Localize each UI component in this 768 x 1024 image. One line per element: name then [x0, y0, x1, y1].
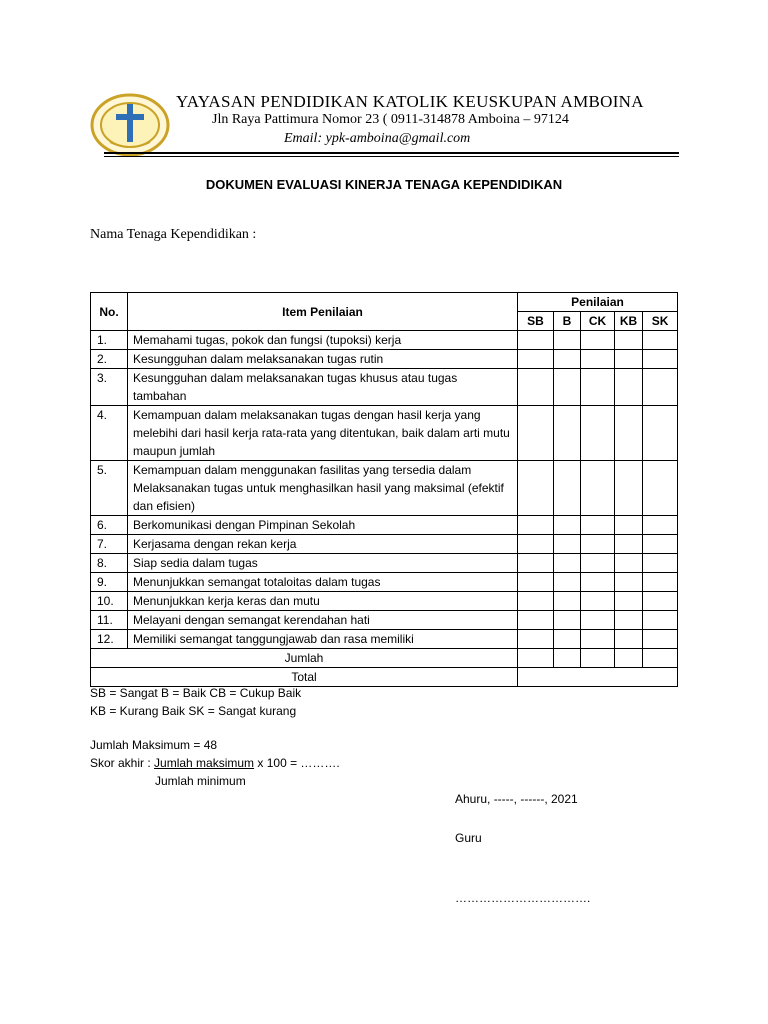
- row-number: 7.: [91, 535, 128, 554]
- score-cell[interactable]: [554, 535, 581, 554]
- score-cell[interactable]: [581, 516, 615, 535]
- row-number: 9.: [91, 573, 128, 592]
- table-row: [91, 461, 678, 516]
- score-cell[interactable]: [554, 350, 581, 369]
- score-cell[interactable]: [615, 516, 643, 535]
- score-cell[interactable]: [554, 406, 581, 461]
- row-item-text: Memiliki semangat tanggungjawab dan rasa memiliki: [128, 630, 518, 649]
- row-item-text: Berkomunikasi dengan Pimpinan Sekolah: [128, 516, 518, 535]
- header-grade-sb: SB: [518, 312, 554, 331]
- score-cell[interactable]: [615, 592, 643, 611]
- staff-name-label: Nama Tenaga Kependidikan :: [90, 227, 257, 242]
- score-cell[interactable]: [554, 611, 581, 630]
- row-item-text: Kemampuan dalam melaksanakan tugas dengan hasil kerja yang melebihi dari hasil kerja rata-rata yang ditentukan, baik dalam arti mutu maupun jumlah: [128, 406, 518, 461]
- score-cell[interactable]: [615, 535, 643, 554]
- row-item-text: Kesungguhan dalam melaksanakan tugas rutin: [128, 350, 518, 369]
- row-item-text: Menunjukkan kerja keras dan mutu: [128, 592, 518, 611]
- score-cell[interactable]: [643, 369, 678, 406]
- table-row: [91, 592, 678, 611]
- jumlah-label: Jumlah: [91, 649, 518, 668]
- score-cell[interactable]: [554, 461, 581, 516]
- score-cell[interactable]: [643, 350, 678, 369]
- organization-logo: [90, 92, 170, 158]
- row-item-text: Menunjukkan semangat totaloitas dalam tugas: [128, 573, 518, 592]
- score-cell[interactable]: [581, 630, 615, 649]
- score-cell[interactable]: [554, 369, 581, 406]
- score-cell[interactable]: [615, 554, 643, 573]
- score-cell[interactable]: [518, 592, 554, 611]
- table-row: [91, 369, 678, 406]
- row-number: 8.: [91, 554, 128, 573]
- score-cell[interactable]: [554, 573, 581, 592]
- score-cell[interactable]: [643, 554, 678, 573]
- row-item-text: Kemampuan dalam menggunakan fasilitas yang tersedia dalam Melaksanakan tugas untuk menghasilkan hasil yang maksimal (efektif dan efisien): [128, 461, 518, 516]
- score-cell[interactable]: [518, 573, 554, 592]
- row-number: 12.: [91, 630, 128, 649]
- place-date: Ahuru, -----, ------, 2021: [455, 792, 578, 806]
- organization-name: YAYASAN PENDIDIKAN KATOLIK KEUSKUPAN AMBOINA: [176, 92, 644, 111]
- table-row: [91, 573, 678, 592]
- row-item-text: Kesungguhan dalam melaksanakan tugas khusus atau tugas tambahan: [128, 369, 518, 406]
- table-row: [91, 331, 678, 350]
- document-title: DOKUMEN EVALUASI KINERJA TENAGA KEPENDIDIKAN: [205, 177, 563, 192]
- header-grade-ck: CK: [581, 312, 615, 331]
- table-row: [91, 350, 678, 369]
- row-number: 1.: [91, 331, 128, 350]
- score-cell[interactable]: [554, 516, 581, 535]
- row-number: 3.: [91, 369, 128, 406]
- score-cell[interactable]: [518, 611, 554, 630]
- grade-legend-line-1: SB = Sangat B = Baik CB = Cukup Baik: [90, 686, 302, 700]
- score-cell[interactable]: [518, 649, 554, 668]
- score-cell[interactable]: [554, 592, 581, 611]
- score-cell[interactable]: [643, 461, 678, 516]
- score-cell[interactable]: [518, 554, 554, 573]
- score-cell[interactable]: [643, 649, 678, 668]
- score-cell[interactable]: [581, 592, 615, 611]
- header-item: Item Penilaian: [128, 293, 518, 331]
- score-cell[interactable]: [581, 649, 615, 668]
- score-cell[interactable]: [518, 350, 554, 369]
- row-number: 6.: [91, 516, 128, 535]
- table-row: [91, 535, 678, 554]
- signer-role: Guru: [455, 831, 482, 845]
- table-row: [91, 516, 678, 535]
- score-cell[interactable]: [615, 331, 643, 350]
- score-cell[interactable]: [615, 369, 643, 406]
- score-cell[interactable]: [643, 406, 678, 461]
- score-cell[interactable]: [554, 554, 581, 573]
- score-cell[interactable]: [615, 461, 643, 516]
- row-number: 4.: [91, 406, 128, 461]
- total-cell[interactable]: [518, 668, 678, 687]
- header-grade-kb: KB: [615, 312, 643, 331]
- score-cell[interactable]: [518, 331, 554, 350]
- score-cell[interactable]: [643, 592, 678, 611]
- score-cell[interactable]: [643, 535, 678, 554]
- score-cell[interactable]: [581, 369, 615, 406]
- max-score-note: Jumlah Maksimum = 48: [90, 738, 218, 752]
- letterhead-rule: [104, 152, 679, 154]
- score-cell[interactable]: [581, 350, 615, 369]
- score-cell[interactable]: [581, 461, 615, 516]
- score-cell[interactable]: [518, 535, 554, 554]
- final-score-prefix: Skor akhir :: [90, 756, 155, 770]
- header-penilaian: Penilaian: [518, 293, 678, 312]
- score-cell[interactable]: [615, 350, 643, 369]
- row-item-text: Melayani dengan semangat kerendahan hati: [128, 611, 518, 630]
- score-cell[interactable]: [518, 516, 554, 535]
- signature-line: …………………………….: [455, 891, 591, 905]
- table-row: [91, 406, 678, 461]
- header-grade-sk: SK: [643, 312, 678, 331]
- row-item-text: Siap sedia dalam tugas: [128, 554, 518, 573]
- score-cell[interactable]: [554, 331, 581, 350]
- score-cell[interactable]: [643, 611, 678, 630]
- score-cell[interactable]: [581, 406, 615, 461]
- formula-numerator: Jumlah maksimum: [154, 756, 255, 770]
- score-cell[interactable]: [615, 611, 643, 630]
- table-row: [91, 611, 678, 630]
- formula-suffix: x 100 = ……….: [254, 756, 340, 770]
- score-cell[interactable]: [581, 611, 615, 630]
- table-row: [91, 554, 678, 573]
- score-cell[interactable]: [518, 630, 554, 649]
- row-number: 2.: [91, 350, 128, 369]
- score-cell[interactable]: [643, 630, 678, 649]
- organization-email: Email: ypk-amboina@gmail.com: [284, 131, 471, 146]
- final-score-formula: [90, 756, 340, 770]
- row-item-text: Kerjasama dengan rekan kerja: [128, 535, 518, 554]
- score-cell[interactable]: [643, 516, 678, 535]
- total-label: Total: [91, 668, 518, 687]
- table-row: [91, 630, 678, 649]
- row-number: 10.: [91, 592, 128, 611]
- score-cell[interactable]: [643, 573, 678, 592]
- score-cell[interactable]: [615, 573, 643, 592]
- score-cell[interactable]: [581, 573, 615, 592]
- row-item-text: Memahami tugas, pokok dan fungsi (tupoksi) kerja: [128, 331, 518, 350]
- grade-legend-line-2: KB = Kurang Baik SK = Sangat kurang: [90, 704, 297, 718]
- score-cell[interactable]: [615, 630, 643, 649]
- letterhead-rule-thin: [104, 156, 679, 157]
- score-cell[interactable]: [518, 369, 554, 406]
- score-cell[interactable]: [615, 406, 643, 461]
- header-grade-b: B: [554, 312, 581, 331]
- row-number: 5.: [91, 461, 128, 516]
- formula-denominator: Jumlah minimum: [155, 774, 246, 788]
- score-cell[interactable]: [615, 649, 643, 668]
- score-cell[interactable]: [518, 461, 554, 516]
- organization-address: Jln Raya Pattimura Nomor 23 ( 0911-314878 Amboina – 97124: [212, 112, 569, 127]
- score-cell[interactable]: [518, 406, 554, 461]
- score-cell[interactable]: [643, 331, 678, 350]
- evaluation-table: [90, 292, 678, 687]
- score-cell[interactable]: [554, 630, 581, 649]
- header-no: No.: [91, 293, 128, 331]
- score-cell[interactable]: [581, 331, 615, 350]
- row-number: 11.: [91, 611, 128, 630]
- score-cell[interactable]: [581, 535, 615, 554]
- score-cell[interactable]: [581, 554, 615, 573]
- score-cell[interactable]: [554, 649, 581, 668]
